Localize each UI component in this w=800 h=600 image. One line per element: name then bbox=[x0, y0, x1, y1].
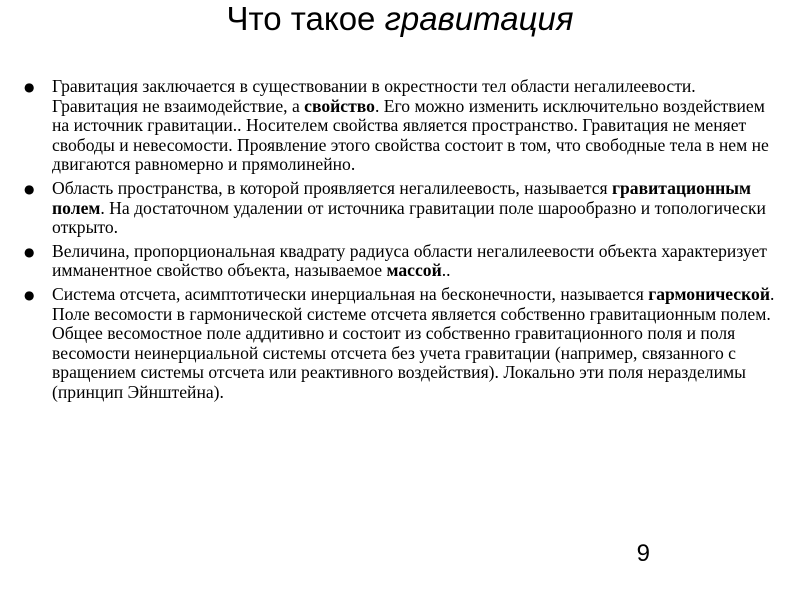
bullet-bold-term: гравитационным полем bbox=[52, 177, 751, 218]
bullet-text-part: Область пространства, в которой проявляется негалилеевость, называется bbox=[52, 177, 613, 198]
slide-title-emphasis: гравитация bbox=[384, 0, 574, 37]
slide-title bbox=[0, 0, 800, 38]
bullet-list bbox=[22, 77, 784, 407]
bullet-text-part: Система отсчета, асимптотически инерциальная на бесконечности, называется bbox=[52, 283, 649, 304]
bullet-bold-term: гармонической bbox=[648, 283, 770, 304]
bullet-text-part: .. bbox=[441, 260, 451, 281]
bullet-dot-icon: ● bbox=[24, 181, 35, 196]
bullet-bold-term: массой bbox=[386, 260, 442, 281]
bullet-bold-term: свойство bbox=[304, 95, 375, 116]
bullet-text-part: . Его можно изменить исключительно воздействием на источник гравитации.. Носителем свойства является пространство. Гравитация не меняет свободы и невесомости. Проявление этого свойства состоит в том, что свободные тела в нем не двигаются равномерно и прямолинейно. bbox=[52, 95, 769, 175]
bullet-item-gravity-definition bbox=[22, 77, 784, 175]
bullet-dot-icon: ● bbox=[24, 244, 35, 259]
bullet-text bbox=[52, 178, 766, 237]
bullet-dot-icon: ● bbox=[24, 80, 35, 94]
bullet-dot-icon: ● bbox=[24, 287, 35, 302]
bullet-item-gravitational-field bbox=[22, 179, 784, 238]
bullet-text bbox=[52, 284, 774, 402]
bullet-text-part: Величина, пропорциональная квадрату радиуса области негалилеевости объекта характеризует имманентное свойство объекта, называемое bbox=[52, 240, 767, 281]
bullet-text-part: . Поле весомости в гармонической системе отсчета является собственно гравитационным полем. Общее весомостное поле аддитивно и состоит из собственно гравитационного поля и поля весомости неинерциальной системы отсчета без учета гравитации (например, связанного с вращением системы отсчета или реактивного воздействия). Локально эти поля неразделимы (принцип Эйнштейна). bbox=[52, 283, 775, 402]
bullet-text bbox=[52, 76, 769, 174]
bullet-item-mass bbox=[22, 242, 784, 281]
bullet-text-part: . На достаточном удалении от источника гравитации поле шарообразно и топологически открыто. bbox=[52, 197, 766, 238]
bullet-text-part: Гравитация заключается в существовании в окрестности тел области негалилеевости. Гравитация не взаимодействие, а bbox=[52, 76, 696, 116]
bullet-text bbox=[52, 241, 767, 281]
page-number: 9 bbox=[636, 540, 650, 567]
slide-title-prefix: Что такое bbox=[226, 0, 385, 37]
bullet-item-harmonic-system bbox=[22, 285, 784, 403]
